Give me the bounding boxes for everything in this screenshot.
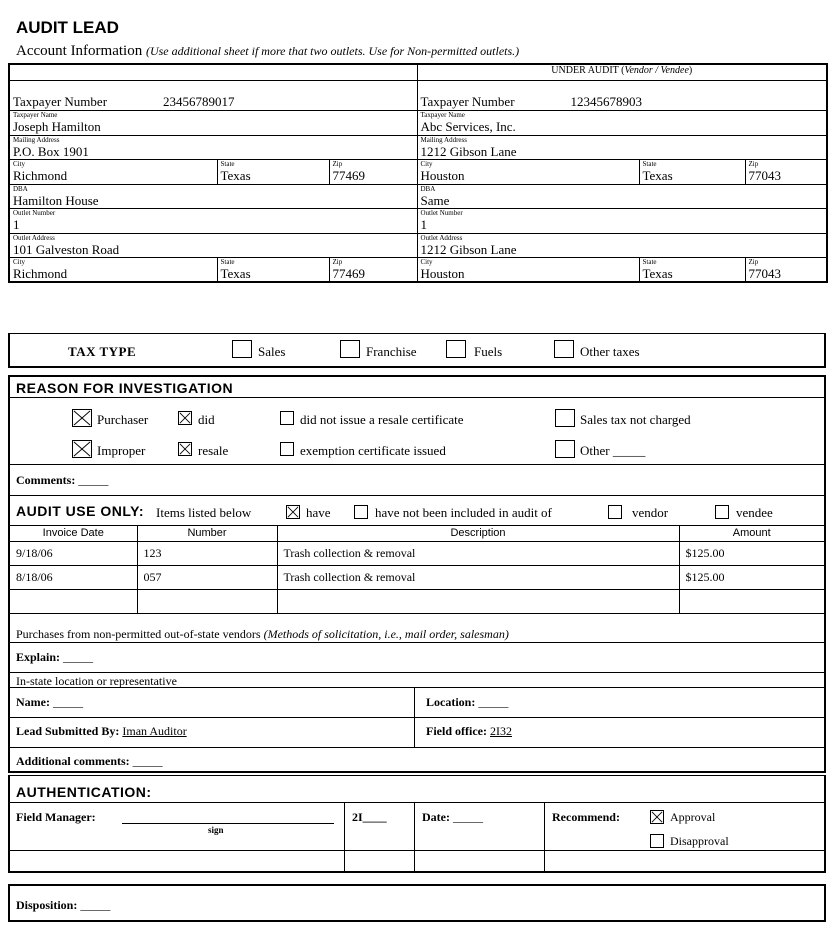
label-taxpayer-name: Taxpayer Name xyxy=(9,111,417,121)
disapproval-label: Disapproval xyxy=(670,834,729,848)
right-outlet-address[interactable]: 1212 Gibson Lane xyxy=(417,243,827,258)
audit-use-text: Items listed below xyxy=(156,505,252,520)
label-outlet-state: State xyxy=(217,258,329,268)
resale-checkbox[interactable] xyxy=(178,442,192,456)
right-taxpayer-number[interactable]: Taxpayer Number 12345678903 xyxy=(417,94,827,111)
under-audit-header: UNDER AUDIT (Vendor / Vendee) xyxy=(417,64,827,80)
divider xyxy=(10,687,824,688)
description-header: Description xyxy=(277,526,679,542)
franchise-label: Franchise xyxy=(366,344,417,359)
right-taxpayer-name[interactable]: Abc Services, Inc. xyxy=(417,120,827,135)
did-checkbox[interactable] xyxy=(178,411,192,425)
table-row xyxy=(10,590,824,614)
improper-label: Improper xyxy=(97,443,146,458)
invoice-number-cell[interactable] xyxy=(137,590,277,614)
right-state[interactable]: Texas xyxy=(639,169,745,184)
invoice-number-cell[interactable]: 123 xyxy=(137,542,277,566)
instate-text: In-state location or representative xyxy=(16,674,177,688)
divider xyxy=(10,747,824,748)
sales-label: Sales xyxy=(258,344,286,359)
divider xyxy=(10,642,824,643)
invoice-number-cell[interactable]: 057 xyxy=(137,566,277,590)
right-dba[interactable]: Same xyxy=(417,194,827,209)
label-zip-right: Zip xyxy=(748,160,759,168)
label-outlet-city: City xyxy=(9,258,217,268)
left-header-cell xyxy=(9,64,417,80)
explain-field[interactable]: Explain: _____ xyxy=(16,650,94,664)
date-field[interactable]: Date: _____ xyxy=(422,810,483,824)
resale-label: resale xyxy=(198,443,229,458)
label-mailing-address: Mailing Address xyxy=(9,135,417,145)
disapproval-checkbox[interactable] xyxy=(650,834,664,848)
invoice-description-cell[interactable]: Trash collection & removal xyxy=(277,566,679,590)
label-outlet-zip: Zip xyxy=(329,258,417,268)
x-mark-icon xyxy=(73,410,91,426)
divider xyxy=(544,802,545,872)
label-state: State xyxy=(217,160,329,170)
reason-heading: REASON FOR INVESTIGATION xyxy=(16,380,234,396)
left-zip[interactable]: 77469 xyxy=(329,169,417,184)
fuels-label: Fuels xyxy=(474,344,503,359)
label-outlet-number: Outlet Number xyxy=(9,209,417,219)
account-heading-text: Account Information xyxy=(16,43,143,59)
invoice-table xyxy=(10,525,824,614)
comments-field[interactable]: Comments: _____ xyxy=(16,473,109,487)
invoice-description-cell[interactable] xyxy=(277,590,679,614)
divider xyxy=(414,802,415,872)
left-taxpayer-number[interactable]: Taxpayer Number 23456789017 xyxy=(9,94,417,111)
label-city: City xyxy=(9,160,217,170)
divider xyxy=(10,802,824,803)
label-outlet-address-right: Outlet Address xyxy=(420,233,463,242)
invoice-date-header: Invoice Date xyxy=(10,526,137,542)
field-office-field[interactable]: Field office: 2I32 xyxy=(426,724,512,738)
have-not-label: have not been included in audit of xyxy=(375,505,552,520)
vendee-label: vendee xyxy=(736,505,773,520)
did-not-issue-checkbox[interactable] xyxy=(280,411,294,425)
divider xyxy=(10,672,824,673)
purchaser-checkbox[interactable] xyxy=(72,409,92,427)
right-outlet-zip[interactable]: 77043 xyxy=(745,267,827,282)
authentication-section xyxy=(8,775,826,873)
vendor-checkbox[interactable] xyxy=(608,505,622,519)
have-checkbox[interactable] xyxy=(286,505,300,519)
label-outlet-state-right: State xyxy=(639,258,745,268)
reason-section xyxy=(8,375,826,773)
right-outlet-number[interactable]: 1 xyxy=(417,218,827,233)
other-checkbox[interactable] xyxy=(555,440,575,458)
divider xyxy=(344,802,345,872)
sign-label: sign xyxy=(208,825,224,835)
invoice-description-cell[interactable]: Trash collection & removal xyxy=(277,542,679,566)
x-mark-icon xyxy=(73,441,91,457)
approval-label: Approval xyxy=(670,810,716,824)
purchases-text: Purchases from non-permitted out-of-state vendors (Methods of solicitation, i.e., mail order, salesman) xyxy=(16,627,509,641)
page-title: AUDIT LEAD xyxy=(16,18,119,37)
tax-type-title: TAX TYPE xyxy=(68,344,137,359)
vendee-checkbox[interactable] xyxy=(715,505,729,519)
label-outlet-city-right: City xyxy=(417,258,639,268)
have-not-checkbox[interactable] xyxy=(354,505,368,519)
other-label: Other _____ xyxy=(580,443,646,458)
amount-header: Amount xyxy=(679,526,824,542)
invoice-amount-cell[interactable] xyxy=(679,590,824,614)
lead-submitted-field[interactable]: Lead Submitted By: Iman Auditor xyxy=(16,724,187,738)
location-field[interactable]: Location: _____ xyxy=(426,695,509,709)
left-outlet-address[interactable]: 101 Galveston Road xyxy=(9,243,417,258)
divider xyxy=(10,717,824,718)
tax-type-row xyxy=(8,333,826,368)
recommend-label: Recommend: xyxy=(552,810,620,824)
invoice-amount-cell[interactable]: $125.00 xyxy=(679,566,824,590)
table-row xyxy=(10,542,824,566)
left-state[interactable]: Texas xyxy=(217,169,329,184)
other-taxes-checkbox[interactable] xyxy=(554,340,574,358)
right-outlet-state[interactable]: Texas xyxy=(639,267,745,282)
additional-comments-field[interactable]: Additional comments: _____ xyxy=(16,754,163,768)
disposition-section xyxy=(8,884,826,922)
label-dba: DBA xyxy=(9,184,417,194)
franchise-checkbox[interactable] xyxy=(340,340,360,358)
invoice-date-cell[interactable]: 9/18/06 xyxy=(10,542,137,566)
table-row xyxy=(10,566,824,590)
left-taxpayer-name[interactable]: Joseph Hamilton xyxy=(9,120,417,135)
right-mailing-address[interactable]: 1212 Gibson Lane xyxy=(417,145,827,160)
have-label: have xyxy=(306,505,331,520)
other-taxes-label: Other taxes xyxy=(580,344,640,359)
divider xyxy=(10,397,824,398)
invoice-amount-cell[interactable]: $125.00 xyxy=(679,542,824,566)
divider xyxy=(10,495,824,496)
sales-tax-not-charged-checkbox[interactable] xyxy=(555,409,575,427)
label-outlet-number-right: Outlet Number xyxy=(420,209,463,217)
label-dba-right: DBA xyxy=(420,184,436,193)
label-state-right: State xyxy=(639,160,745,170)
did-not-issue-label: did not issue a resale certificate xyxy=(300,412,464,427)
field-manager-label: Field Manager: xyxy=(16,810,96,824)
left-outlet-number[interactable]: 1 xyxy=(9,218,417,233)
x-mark-icon xyxy=(179,443,191,455)
divider xyxy=(414,687,415,747)
x-mark-icon xyxy=(179,412,191,424)
right-city[interactable]: Houston xyxy=(417,169,639,184)
left-city[interactable]: Richmond xyxy=(9,169,217,184)
label-mailing-address-right: Mailing Address xyxy=(420,135,467,144)
invoice-date-cell[interactable]: 8/18/06 xyxy=(10,566,137,590)
vendor-label: vendor xyxy=(632,505,669,520)
signature-line[interactable] xyxy=(122,823,334,824)
label-zip: Zip xyxy=(329,160,417,170)
disposition-field[interactable]: Disposition: _____ xyxy=(16,898,111,912)
purchaser-label: Purchaser xyxy=(97,412,149,427)
exemption-checkbox[interactable] xyxy=(280,442,294,456)
audit-use-heading: AUDIT USE ONLY: xyxy=(16,503,145,519)
sales-tax-not-charged-label: Sales tax not charged xyxy=(580,412,691,427)
authentication-heading: AUTHENTICATION: xyxy=(16,784,152,800)
right-outlet-city[interactable]: Houston xyxy=(417,267,639,282)
label-outlet-zip-right: Zip xyxy=(748,258,759,266)
left-outlet-city[interactable]: Richmond xyxy=(9,267,217,282)
did-label: did xyxy=(198,412,215,427)
left-dba[interactable]: Hamilton House xyxy=(9,194,417,209)
name-field[interactable]: Name: _____ xyxy=(16,695,83,709)
label-taxpayer-name-right: Taxpayer Name xyxy=(420,111,465,119)
approval-checkbox[interactable] xyxy=(650,810,664,824)
invoice-date-cell[interactable] xyxy=(10,590,137,614)
right-zip[interactable]: 77043 xyxy=(745,169,827,184)
left-outlet-zip[interactable]: 77469 xyxy=(329,267,417,282)
number-header: Number xyxy=(137,526,277,542)
divider xyxy=(10,464,824,465)
account-heading-note: (Use additional sheet if more that two outlets. Use for Non-permitted outlets.) xyxy=(145,44,520,58)
field-code[interactable]: 2I____ xyxy=(352,810,387,824)
x-mark-icon xyxy=(651,811,663,823)
sales-checkbox[interactable] xyxy=(232,340,252,358)
left-outlet-state[interactable]: Texas xyxy=(217,267,329,282)
account-table xyxy=(8,63,828,283)
label-outlet-address: Outlet Address xyxy=(9,233,417,243)
account-heading xyxy=(16,43,519,60)
x-mark-icon xyxy=(287,506,299,518)
fuels-checkbox[interactable] xyxy=(446,340,466,358)
exemption-label: exemption certificate issued xyxy=(300,443,446,458)
left-mailing-address[interactable]: P.O. Box 1901 xyxy=(9,145,417,160)
improper-checkbox[interactable] xyxy=(72,440,92,458)
label-city-right: City xyxy=(417,160,639,170)
divider xyxy=(10,850,824,851)
